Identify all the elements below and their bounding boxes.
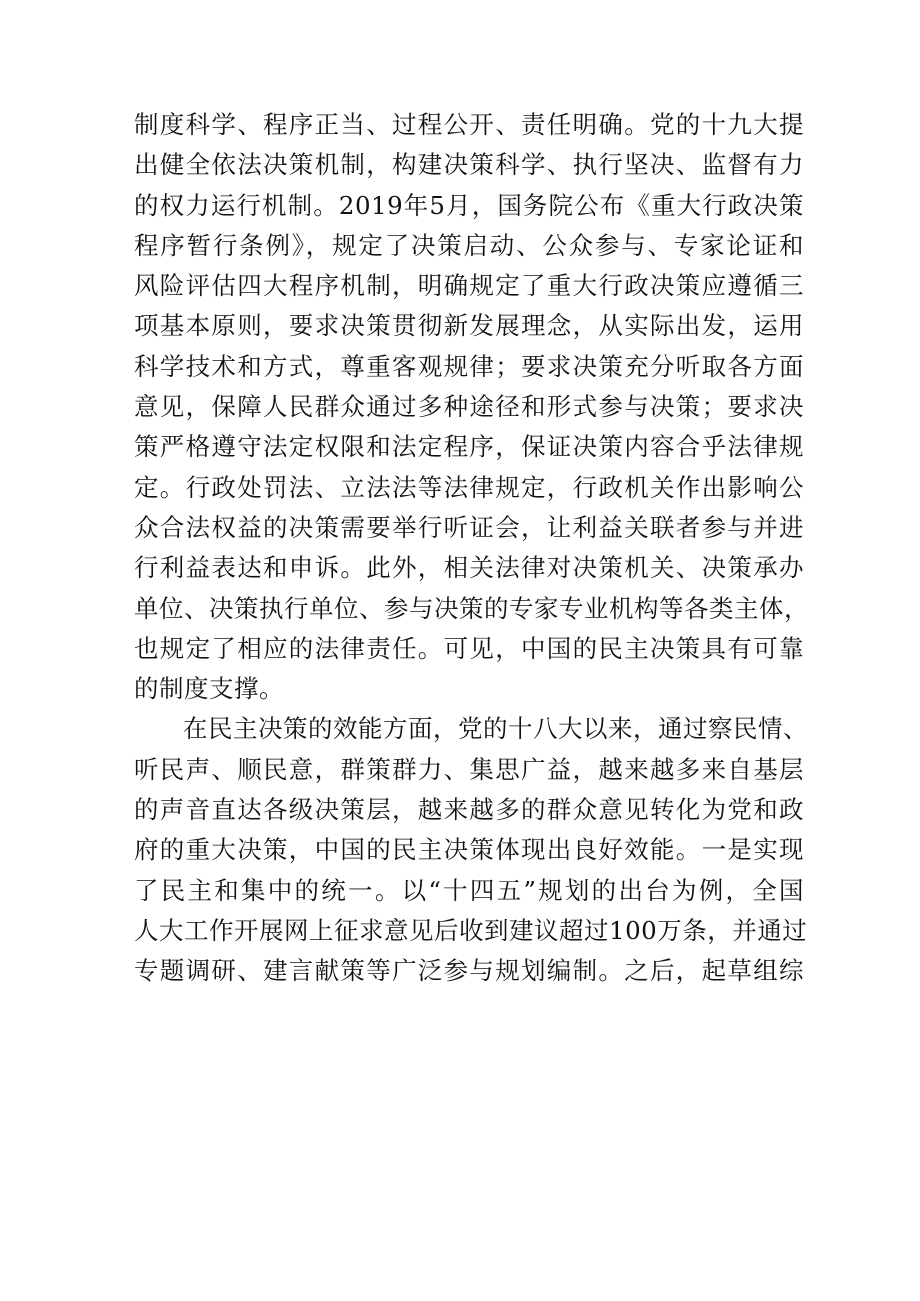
text-line: 听民声、顺民意，群策群力、集思广益，越来越多来自基层 xyxy=(134,754,804,784)
text-line: 众合法权益的决策需要举行听证会，让利益关联者参与并进 xyxy=(134,512,804,542)
text-line: 专题调研、建言献策等广泛参与规划编制。之后，起草组综 xyxy=(134,956,804,986)
paragraph-2 xyxy=(134,709,808,991)
text-line: 单位、决策执行单位、参与决策的专家专业机构等各类主体， xyxy=(134,593,809,623)
text-line: 风险评估四大程序机制，明确规定了重大行政决策应遵循三 xyxy=(134,271,804,301)
text-line: 的权力运行机制。2019年5月，国务院公布《重大行政决策 xyxy=(134,190,804,220)
text-line: 策严格遵守法定权限和法定程序，保证决策内容合乎法律规 xyxy=(134,432,804,462)
text-line: 的声音直达各级决策层，越来越多的群众意见转化为党和政 xyxy=(134,795,804,825)
text-line: 在民主决策的效能方面，党的十八大以来，通过察民情、 xyxy=(183,714,808,744)
text-line: 科学技术和方式，尊重客观规律；要求决策充分听取各方面 xyxy=(134,351,804,381)
text-line: 了民主和集中的统一。以“十四五”规划的出台为例，全国 xyxy=(134,875,804,905)
text-line: 也规定了相应的法律责任。可见，中国的民主决策具有可靠 xyxy=(134,633,804,663)
text-line: 府的重大决策，中国的民主决策体现出良好效能。一是实现 xyxy=(134,835,804,865)
text-line: 定。行政处罚法、立法法等法律规定，行政机关作出影响公 xyxy=(134,472,804,502)
text-line: 的制度支撑。 xyxy=(134,674,284,704)
text-line: 制度科学、程序正当、过程公开、责任明确。党的十九大提 xyxy=(134,110,804,139)
text-line: 程序暂行条例》，规定了决策启动、公众参与、专家论证和 xyxy=(134,230,804,260)
paragraph-1 xyxy=(134,105,809,709)
text-line: 项基本原则，要求决策贯彻新发展理念，从实际出发，运用 xyxy=(134,311,804,341)
text-line: 行利益表达和申诉。此外，相关法律对决策机关、决策承办 xyxy=(134,553,804,583)
text-line: 意见，保障人民群众通过多种途径和形式参与决策；要求决 xyxy=(134,392,804,422)
body-text xyxy=(134,105,809,992)
text-line: 人大工作开展网上征求意见后收到建议超过100万条，并通过 xyxy=(134,915,808,945)
text-line: 出健全依法决策机制，构建决策科学、执行坚决、监督有力 xyxy=(134,150,804,180)
